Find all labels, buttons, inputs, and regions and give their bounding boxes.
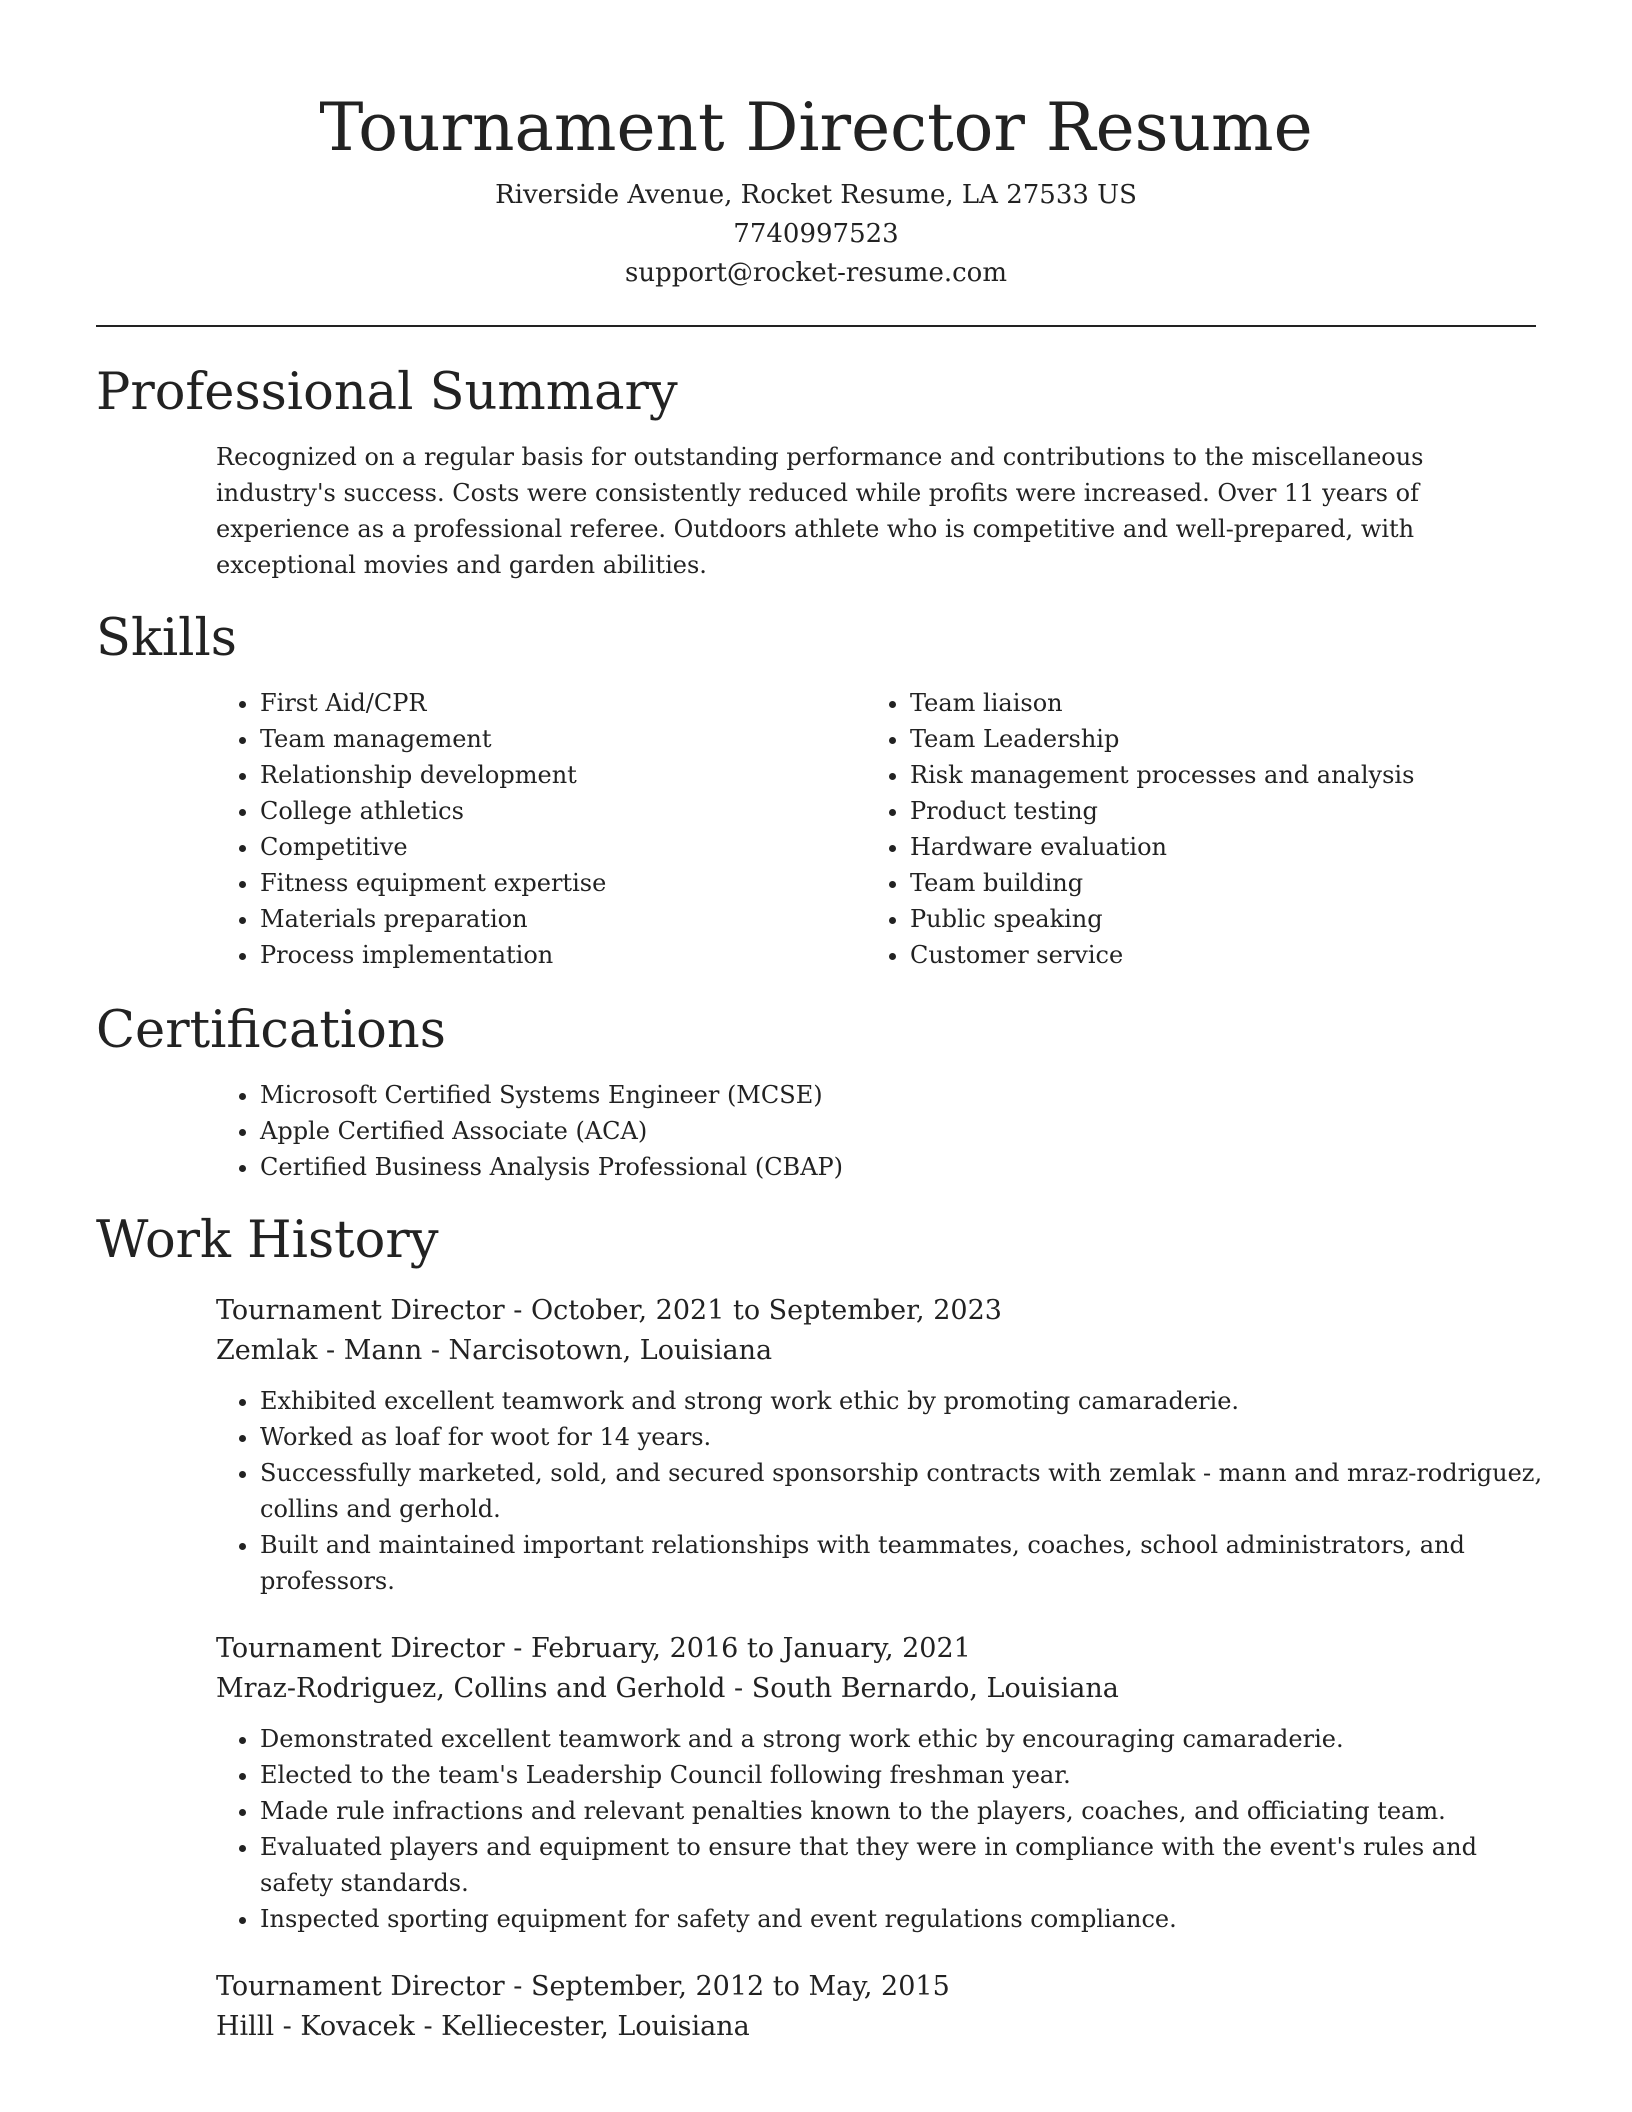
skill-item: • Relationship development: [260, 757, 866, 793]
job-location: - Narcisotown, Louisiana: [422, 1335, 773, 1366]
skills-column-right: [866, 685, 1516, 973]
job-bullet: • Inspected sporting equipment for safety and event regulations compliance.: [260, 1901, 1546, 1937]
job-bullet: • Worked as loaf for woot for 14 years.: [260, 1419, 1546, 1455]
job-bullet: • Made rule infractions and relevant penalties known to the players, coaches, and officiating team.: [260, 1793, 1546, 1829]
resume-title: Tournament Director Resume: [319, 89, 1313, 166]
job-bullets-wrap: [216, 1383, 1546, 1599]
certification-item: • Apple Certified Associate (ACA): [260, 1113, 1536, 1149]
job-title-line: [216, 1629, 1536, 1669]
job-entry: [216, 1629, 1536, 1937]
skills-column-left: [216, 685, 866, 973]
skills-list-left: [216, 685, 866, 973]
job-title-line: [216, 1291, 1536, 1331]
skill-item: • First Aid/CPR: [260, 685, 866, 721]
job-company: Mraz-Rodriguez, Collins and Gerhold: [216, 1673, 726, 1704]
job-bullets: [216, 1383, 1546, 1599]
job-bullet: • Elected to the team's Leadership Council following freshman year.: [260, 1757, 1546, 1793]
skills-columns: [216, 685, 1536, 973]
skill-item: • Team Leadership: [910, 721, 1516, 757]
job-role: Tournament Director: [216, 1633, 505, 1664]
certification-item: • Microsoft Certified Systems Engineer (MCSE): [260, 1077, 1536, 1113]
work-history-heading: Work History: [96, 1211, 439, 1270]
skill-item: • Competitive: [260, 829, 866, 865]
job-role: Tournament Director: [216, 1295, 505, 1326]
summary-heading: Professional Summary: [96, 363, 678, 422]
job-dates: - February, 2016 to January, 2021: [504, 1633, 971, 1664]
job-location: - South Bernardo, Louisiana: [725, 1673, 1119, 1704]
certifications-list-wrap: [216, 1077, 1536, 1185]
job-bullet: • Demonstrated excellent teamwork and a strong work ethic by encouraging camaraderie.: [260, 1721, 1546, 1757]
skill-item: • College athletics: [260, 793, 866, 829]
job-dates: - October, 2021 to September, 2023: [504, 1295, 1002, 1326]
header-divider: [96, 325, 1536, 327]
skill-item: • Team management: [260, 721, 866, 757]
job-entry: [216, 1291, 1543, 1599]
skill-item: • Process implementation: [260, 937, 866, 973]
certifications-list: [216, 1077, 1536, 1185]
job-bullet: • Evaluated players and equipment to ensure that they were in compliance with the event's rules and safety standards.: [260, 1829, 1546, 1901]
job-company-line: [216, 1331, 1536, 1371]
resume-header: [96, 0, 1536, 293]
job-bullet: • Exhibited excellent teamwork and strong work ethic by promoting camaraderie.: [260, 1383, 1546, 1419]
job-company: Zemlak - Mann: [216, 1335, 423, 1366]
job-title-line: [216, 1967, 1536, 2007]
job-bullet: • Successfully marketed, sold, and secured sponsorship contracts with zemlak - mann and mraz-rodriguez, collins and gerhold.: [260, 1455, 1546, 1527]
contact-email: support@rocket-resume.com: [624, 258, 1007, 288]
skill-item: • Public speaking: [910, 901, 1516, 937]
job-company-line: [216, 2007, 1536, 2047]
job-dates: - September, 2012 to May, 2015: [504, 1971, 950, 2002]
job-company: Hilll - Kovacek: [216, 2011, 415, 2042]
skills-list-right: [866, 685, 1516, 973]
job-entry: [216, 1967, 1536, 2047]
job-bullets: [216, 1721, 1546, 1937]
resume-page: [96, 0, 1543, 2047]
skill-item: • Team building: [910, 865, 1516, 901]
skill-item: • Materials preparation: [260, 901, 866, 937]
certifications-heading: Certifications: [96, 1001, 446, 1060]
job-company-line: [216, 1669, 1536, 1709]
contact-block: [96, 176, 1536, 293]
job-location: - Kelliecester, Louisiana: [414, 2011, 750, 2042]
summary-text: Recognized on a regular basis for outstanding performance and contributions to the miscellaneous industry's success. Costs were consistently reduced while profits were increased. Over 11 years of experience as a professional referee. Outdoors athlete who is competitive and well-prepared, with exceptional movies and garden abilities.: [216, 443, 1424, 579]
contact-address: Riverside Avenue, Rocket Resume, LA 27533 US: [495, 180, 1137, 210]
job-role: Tournament Director: [216, 1971, 505, 2002]
skill-item: • Product testing: [910, 793, 1516, 829]
skill-item: • Customer service: [910, 937, 1516, 973]
job-bullet: • Built and maintained important relationships with teammates, coaches, school administrators, and professors.: [260, 1527, 1546, 1599]
contact-phone: 7740997523: [733, 219, 899, 249]
skill-item: • Team liaison: [910, 685, 1516, 721]
skill-item: • Fitness equipment expertise: [260, 865, 866, 901]
skill-item: • Risk management processes and analysis: [910, 757, 1516, 793]
skills-heading: Skills: [96, 609, 237, 668]
certification-item: • Certified Business Analysis Professional (CBAP): [260, 1149, 1536, 1185]
skill-item: • Hardware evaluation: [910, 829, 1516, 865]
job-bullets-wrap: [216, 1721, 1546, 1937]
